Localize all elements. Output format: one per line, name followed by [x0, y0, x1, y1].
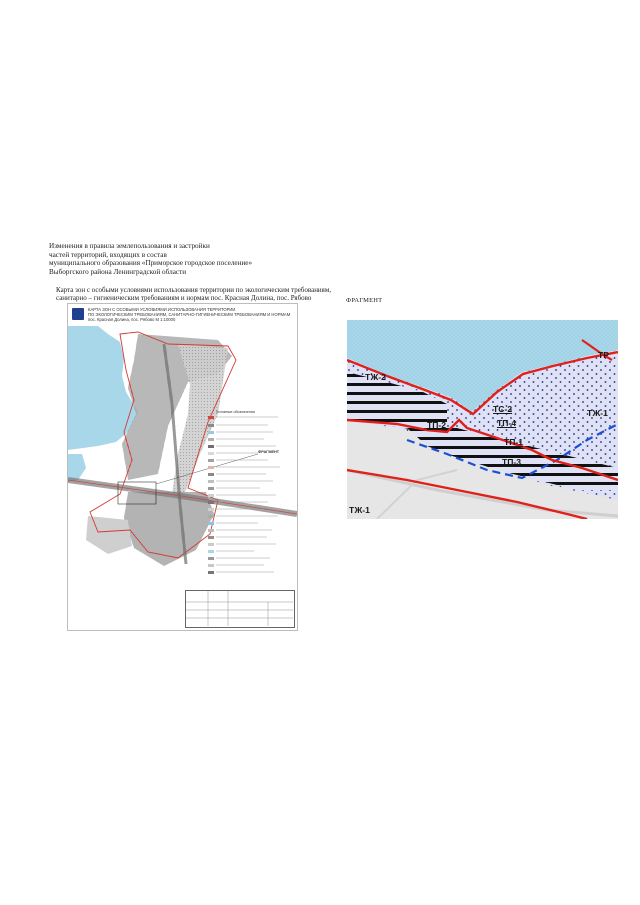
zone-label: ТП-2	[427, 420, 447, 430]
zone-map-sheet	[67, 303, 298, 631]
caption-line: Карта зон с особыми условиями использования территории по экологическим требованиям,	[56, 286, 332, 294]
fragment-label: ФРАГМЕНТ	[346, 297, 383, 304]
sheet-title-line: КАРТА ЗОН С ОСОБЫМИ УСЛОВИЯМИ ИСПОЛЬЗОВАНИЯ ТЕРРИТОРИИ	[88, 307, 236, 312]
sheet-title-line: пос. Красная Долина, пос. Рябово М 1:10000	[88, 317, 176, 322]
heading-line: Изменения в правила землепользования и застройки	[49, 242, 210, 250]
fragment-map	[347, 320, 618, 519]
caption-line: санитарно – гигиеническим требованиям и нормам пос. Красная Долина, пос. Рябово	[56, 294, 312, 303]
zone-label: ТП-1	[504, 437, 524, 447]
document-heading	[49, 242, 252, 276]
zone-label: ТП-3	[502, 457, 522, 467]
fragment-callout: ФРАГМЕНТ	[258, 450, 280, 454]
zone-label: ТЖ-1	[349, 505, 370, 515]
zone-label: ТП-4	[497, 418, 517, 428]
heading-line: частей территорий, входящих в состав	[49, 250, 167, 259]
sheet-title-line: ПО ЭКОЛОГИЧЕСКИМ ТРЕБОВАНИЯМ, САНИТАРНО-ГИГИЕНИЧЕСКИМ ТРЕБОВАНИЯМ И НОРМАМ	[88, 312, 291, 317]
zone-label: ТЖ-1	[587, 408, 608, 418]
title-block-stamp	[185, 590, 295, 628]
zone-label: ТС-2	[493, 404, 513, 414]
legend-title: Условные обозначения	[216, 410, 255, 414]
sheet-title	[88, 307, 290, 322]
heading-line: Выборгского района Ленинградской области	[49, 267, 187, 276]
zone-label: ТЖ-2	[365, 372, 386, 382]
heading-line: муниципального образования «Приморское городское поселение»	[49, 259, 253, 268]
fragment-drawing	[347, 320, 618, 519]
sheet-logo	[72, 308, 84, 320]
zone-label: ТР	[598, 350, 609, 360]
map-caption	[56, 286, 331, 303]
map-legend	[206, 410, 292, 580]
